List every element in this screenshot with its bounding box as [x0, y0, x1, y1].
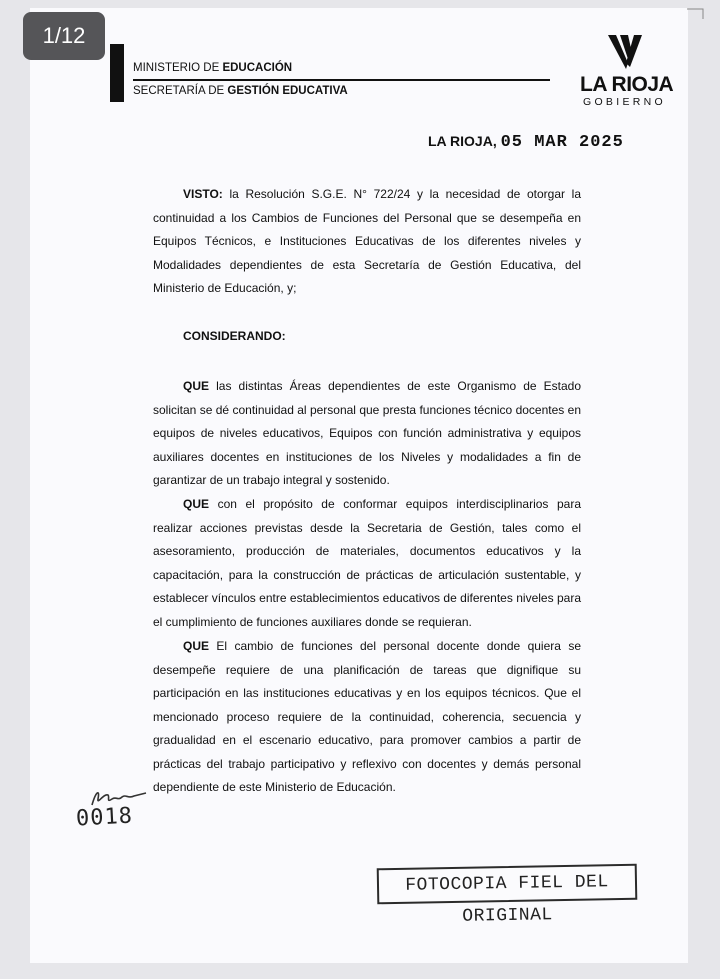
date-place: LA RIOJA, — [428, 133, 497, 149]
que-label-3: QUE — [183, 639, 210, 653]
la-rioja-logo — [580, 33, 680, 108]
ministry-prefix: MINISTERIO DE — [133, 62, 223, 74]
ministry-bold: EDUCACIÓN — [222, 62, 293, 74]
certified-copy-stamp: FOTOCOPIA FIEL DEL ORIGINAL — [377, 864, 638, 905]
ministry-line — [133, 62, 292, 74]
secretariat-line — [133, 85, 348, 97]
considerando-heading: CONSIDERANDO: — [183, 329, 286, 343]
que-paragraph-2 — [153, 493, 581, 634]
que-paragraph-1 — [153, 375, 581, 493]
que-paragraph-3 — [153, 635, 581, 800]
secretariat-bold: GESTIÓN EDUCATIVA — [227, 85, 348, 97]
que-label-2: QUE — [183, 497, 210, 511]
que-text-3: El cambio de funciones del personal docente donde quiera se desempeñe requiere de una planificación de tareas que dignifique su participación en las instituciones educativas y en los equipos técnicos. Que el mencionado proceso requiere de la continuidad, coherencia, secuencia y gradualidad en el escenario educativo, para promover cambios a partir de prácticas del trabajo participativo y reflexivo con docentes y demás personal dependiente de este Ministerio de Educación. — [153, 639, 581, 794]
logo-sub: GOBIERNO — [583, 96, 666, 108]
que-label-1: QUE — [183, 379, 210, 393]
page-corner-icon — [686, 8, 704, 20]
visto-text: la Resolución S.G.E. N° 722/24 y la necesidad de otorgar la continuidad a los Cambios de Funciones del Personal que se desempeña en Equipos Técnicos, e Instituciones Educativas de los diferentes niveles y Modalidades dependientes de esta Secretaría de Gestión Educativa, del Ministerio de Educación, y; — [153, 187, 581, 295]
folio-number: 0018 — [75, 803, 134, 832]
visto-paragraph — [153, 183, 581, 301]
visto-label: VISTO: — [183, 187, 223, 201]
page-counter: 1/12 — [23, 12, 105, 60]
logo-name: LA RIOJA — [580, 73, 674, 96]
que-text-2: con el propósito de conformar equipos interdisciplinarios para realizar acciones previstas desde la Secretaria de Gestión, tales como el asesoramiento, producción de materiales, documentos educativos y la capacitación, para la construcción de prácticas de articulación sustentable, y establecer vínculos entre establecimientos educativos de diferentes niveles para el cumplimiento de funciones auxiliares donde se requieran. — [153, 497, 581, 629]
que-text-1: las distintas Áreas dependientes de este Organismo de Estado solicitan se dé continuidad al personal que presta funciones técnico docentes en equipos de niveles educativos, Equipos con función administrativa y equipos auxiliares docentes en instituciones de los Niveles y modalidades a fin de garantizar de un trabajo integral y sostenido. — [153, 379, 581, 487]
date-stamp: 05 MAR 2025 — [500, 133, 624, 152]
header-rule — [133, 79, 550, 81]
header-bar — [110, 44, 124, 102]
date-line — [428, 133, 624, 152]
la-rioja-emblem-icon — [606, 33, 646, 71]
secretariat-prefix: SECRETARÍA DE — [133, 85, 228, 97]
